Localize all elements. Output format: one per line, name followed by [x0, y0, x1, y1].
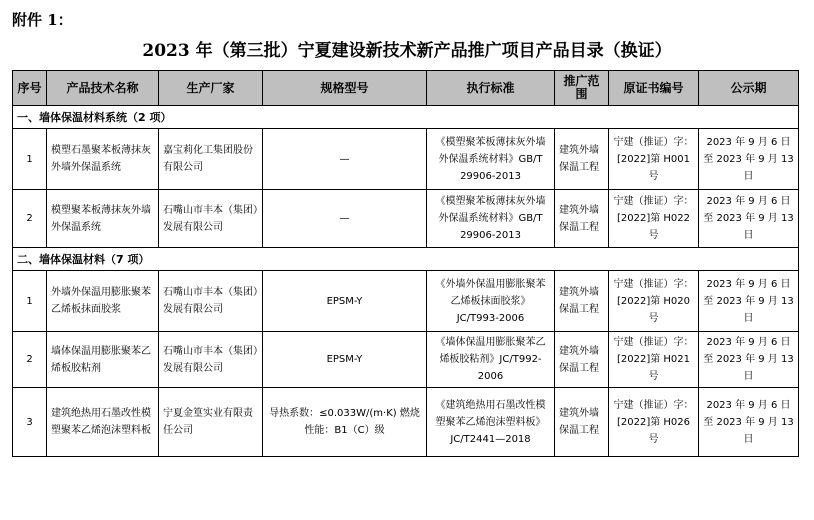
cell-spec: —	[263, 190, 427, 248]
header-scope: 推广范围	[555, 71, 609, 106]
cell-cert: 宁建（推证）字：[2022]第 H022 号	[609, 190, 699, 248]
cell-product: 建筑绝热用石墨改性模塑聚苯乙烯泡沫塑料板	[47, 388, 159, 457]
product-catalog-table	[12, 70, 799, 457]
table-row	[13, 129, 799, 190]
section-row	[13, 248, 799, 271]
cell-period: 2023 年 9 月 6 日至 2023 年 9 月 13 日	[699, 190, 799, 248]
header-spec: 规格型号	[263, 71, 427, 106]
cell-period: 2023 年 9 月 6 日至 2023 年 9 月 13 日	[699, 129, 799, 190]
cell-manufacturer: 石嘴山市丰本（集团）发展有限公司	[159, 190, 263, 248]
cell-seq: 3	[13, 388, 47, 457]
cell-standard: 《外墙外保温用膨胀聚苯乙烯板抹面胶浆》JC/T993-2006	[427, 271, 555, 332]
header-cert: 原证书编号	[609, 71, 699, 106]
cell-product: 墙体保温用膨胀聚苯乙烯板胶粘剂	[47, 332, 159, 388]
cell-spec: EPSM-Y	[263, 271, 427, 332]
cell-standard: 《模塑聚苯板薄抹灰外墙外保温系统材料》GB/T 29906-2013	[427, 129, 555, 190]
cell-standard: 《建筑绝热用石墨改性模塑聚苯乙烯泡沫塑料板》JC/T2441—2018	[427, 388, 555, 457]
cell-manufacturer: 宁夏金篁实业有限责任公司	[159, 388, 263, 457]
cell-period: 2023 年 9 月 6 日至 2023 年 9 月 13 日	[699, 271, 799, 332]
cell-product: 模塑石墨聚苯板薄抹灰外墙外保温系统	[47, 129, 159, 190]
header-standard: 执行标准	[427, 71, 555, 106]
header-seq: 序号	[13, 71, 47, 106]
table-header-row	[13, 71, 799, 106]
cell-manufacturer: 石嘴山市丰本（集团）发展有限公司	[159, 332, 263, 388]
cell-period: 2023 年 9 月 6 日至 2023 年 9 月 13 日	[699, 388, 799, 457]
cell-scope: 建筑外墙保温工程	[555, 190, 609, 248]
cell-spec: —	[263, 129, 427, 190]
section-title: 二、墙体保温材料（7 项）	[13, 248, 799, 271]
cell-spec: EPSM-Y	[263, 332, 427, 388]
cell-seq: 1	[13, 271, 47, 332]
table-row	[13, 271, 799, 332]
cell-cert: 宁建（推证）字：[2022]第 H001 号	[609, 129, 699, 190]
section-row	[13, 106, 799, 129]
header-period: 公示期	[699, 71, 799, 106]
cell-scope: 建筑外墙保温工程	[555, 388, 609, 457]
cell-seq: 2	[13, 190, 47, 248]
cell-cert: 宁建（推证）字：[2022]第 H021 号	[609, 332, 699, 388]
cell-spec: 导热系数：≤0.033W/(m·K) 燃烧性能：B1（C）级	[263, 388, 427, 457]
header-product: 产品技术名称	[47, 71, 159, 106]
cell-period: 2023 年 9 月 6 日至 2023 年 9 月 13 日	[699, 332, 799, 388]
cell-standard: 《墙体保温用膨胀聚苯乙烯板胶粘剂》JC/T992-2006	[427, 332, 555, 388]
table-row	[13, 190, 799, 248]
cell-seq: 2	[13, 332, 47, 388]
attachment-label: 附件 1：	[12, 11, 73, 29]
cell-scope: 建筑外墙保温工程	[555, 332, 609, 388]
cell-product: 模塑聚苯板薄抹灰外墙外保温系统	[47, 190, 159, 248]
cell-manufacturer: 嘉宝莉化工集团股份有限公司	[159, 129, 263, 190]
table-row	[13, 332, 799, 388]
cell-standard: 《模塑聚苯板薄抹灰外墙外保温系统材料》GB/T 29906-2013	[427, 190, 555, 248]
cell-product: 外墙外保温用膨胀聚苯乙烯板抹面胶浆	[47, 271, 159, 332]
cell-cert: 宁建（推证）字：[2022]第 H020 号	[609, 271, 699, 332]
cell-seq: 1	[13, 129, 47, 190]
header-manufacturer: 生产厂家	[159, 71, 263, 106]
table-row	[13, 388, 799, 457]
document-title: 2023 年（第三批）宁夏建设新技术新产品推广项目产品目录（换证）	[142, 41, 672, 61]
cell-cert: 宁建（推证）字：[2022]第 H026 号	[609, 388, 699, 457]
section-title: 一、墙体保温材料系统（2 项）	[13, 106, 799, 129]
cell-manufacturer: 石嘴山市丰本（集团）发展有限公司	[159, 271, 263, 332]
cell-scope: 建筑外墙保温工程	[555, 129, 609, 190]
cell-scope: 建筑外墙保温工程	[555, 271, 609, 332]
